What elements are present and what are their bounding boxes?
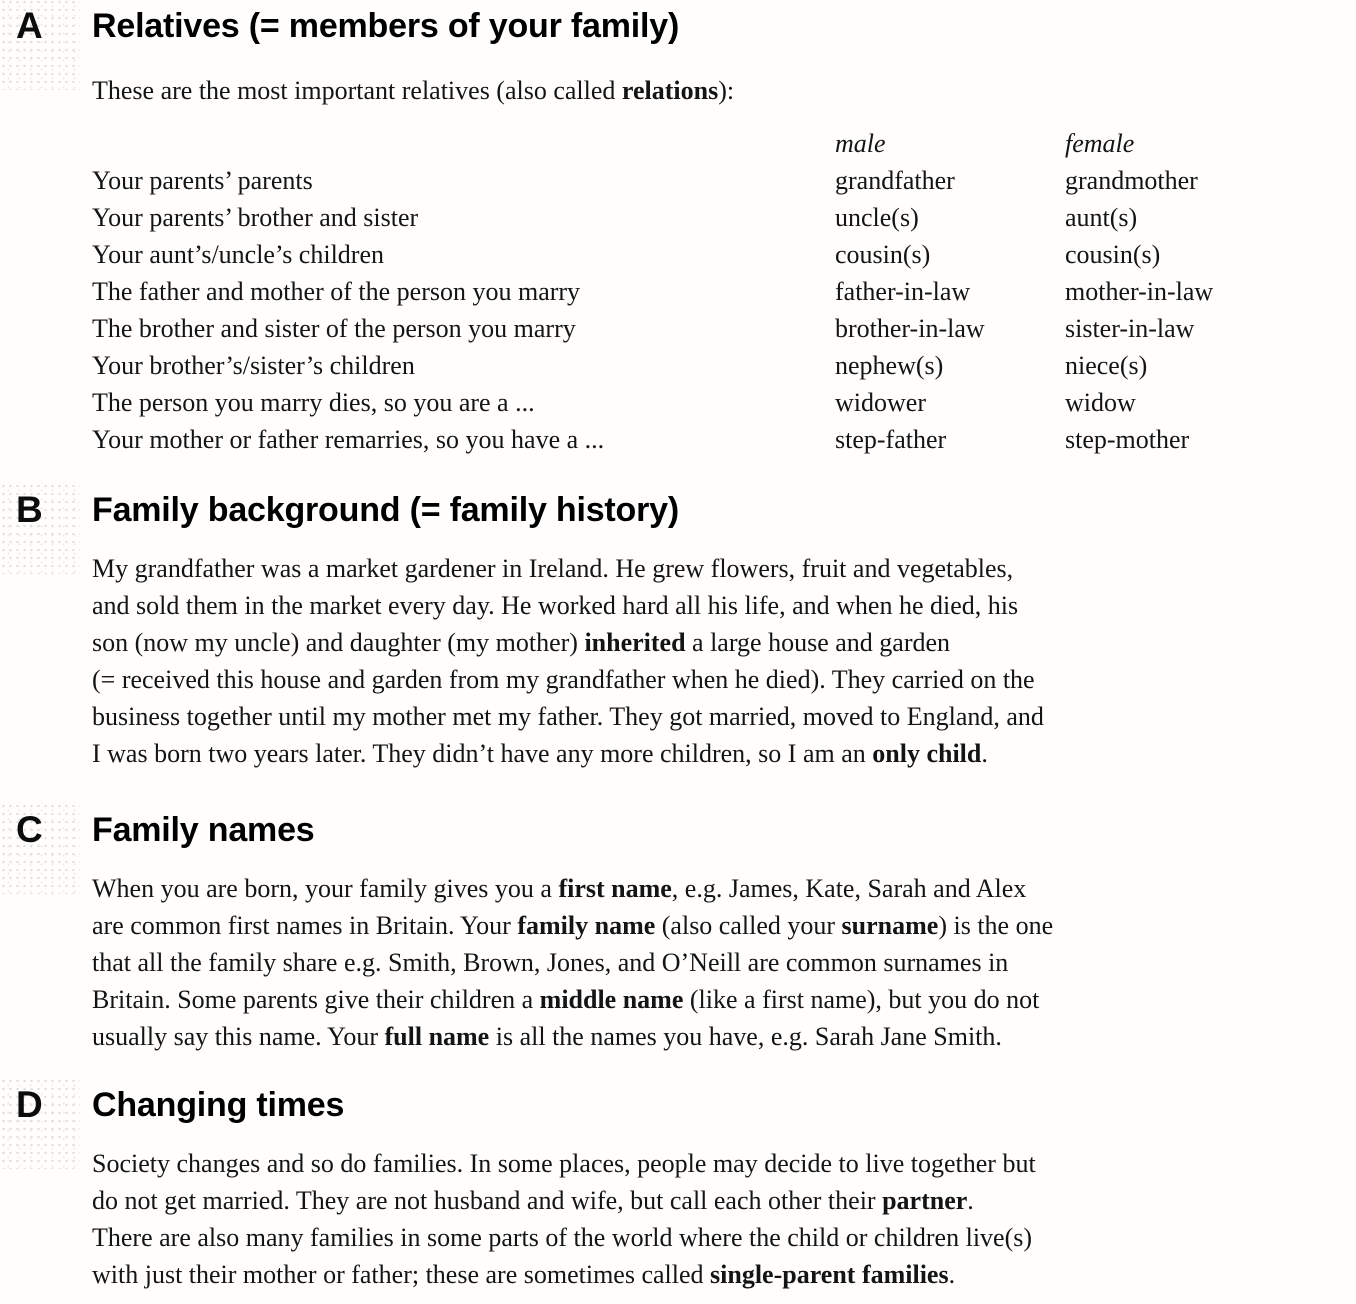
relative-female-term: mother-in-law (1065, 277, 1214, 306)
section-b-letter: B (16, 489, 43, 530)
table-row (92, 236, 1356, 273)
table-row (92, 347, 1356, 384)
relative-description: Your parents’ parents (92, 166, 313, 195)
emphasized-term: partner (882, 1186, 968, 1215)
relative-male-term: uncle(s) (835, 203, 919, 232)
table-row (92, 273, 1356, 310)
section-family-names (0, 810, 1356, 1055)
relative-female-term: step-mother (1065, 425, 1190, 454)
relative-male-term: brother-in-law (835, 314, 985, 343)
section-changing-times (0, 1085, 1356, 1293)
relative-description: Your mother or father remarries, so you have a ... (92, 425, 605, 454)
section-relatives (0, 6, 1356, 458)
relative-female-term: aunt(s) (1065, 203, 1138, 232)
paragraph-line: My grandfather was a market gardener in Ireland. He grew flowers, fruit and vegetables, (92, 554, 1014, 583)
relative-female-term: cousin(s) (1065, 240, 1161, 269)
section-a-title: Relatives (= members of your family) (92, 7, 680, 45)
section-c-paragraph (92, 870, 1356, 1055)
section-label-column (0, 810, 92, 850)
column-header-male: male (835, 129, 886, 158)
paragraph-line: usually say this name. Your full name is all the names you have, e.g. Sarah Jane Smith. (92, 1022, 1002, 1051)
section-a-letter: A (16, 5, 43, 46)
paragraph-line: (= received this house and garden from my grandfather when he died). They carried on the (92, 665, 1035, 694)
table-row (92, 199, 1356, 236)
relative-male-term: grandfather (835, 166, 955, 195)
emphasized-term: full name (384, 1022, 490, 1051)
relative-male-term: cousin(s) (835, 240, 931, 269)
relative-male-term: father-in-law (835, 277, 971, 306)
header-spacer (92, 125, 835, 162)
relative-male-term: step-father (835, 425, 947, 454)
section-c-letter: C (16, 809, 43, 850)
relative-female-term: niece(s) (1065, 351, 1148, 380)
section-a-intro: These are the most important relatives (also called relations): (92, 76, 735, 105)
section-d-content (92, 1085, 1356, 1293)
section-label-column (0, 6, 92, 46)
paragraph-line: Society changes and so do families. In some places, people may decide to live together but (92, 1149, 1036, 1178)
paragraph-line: Britain. Some parents give their children a middle name (like a first name), but you do not (92, 985, 1040, 1014)
section-b-content (92, 490, 1356, 772)
table-row (92, 384, 1356, 421)
emphasized-term: surname (841, 911, 939, 940)
emphasized-term: only child (872, 739, 982, 768)
relative-description: Your brother’s/sister’s children (92, 351, 415, 380)
relative-female-term: grandmother (1065, 166, 1198, 195)
paragraph-line: When you are born, your family gives you a first name, e.g. James, Kate, Sarah and Alex (92, 874, 1027, 903)
table-row (92, 162, 1356, 199)
section-label-column (0, 490, 92, 530)
section-c-content (92, 810, 1356, 1055)
emphasized-term: family name (517, 911, 656, 940)
emphasized-term: relations (621, 76, 719, 105)
relative-female-term: sister-in-law (1065, 314, 1195, 343)
table-row (92, 421, 1356, 458)
section-d-letter: D (16, 1084, 43, 1125)
paragraph-line: and sold them in the market every day. He worked hard all his life, and when he died, his (92, 591, 1019, 620)
paragraph-line: that all the family share e.g. Smith, Brown, Jones, and O’Neill are common surnames in (92, 948, 1009, 977)
section-a-content (92, 6, 1356, 458)
relatives-table (92, 125, 1356, 458)
column-header-female: female (1065, 129, 1135, 158)
table-header-row (92, 125, 1356, 162)
section-b-paragraph (92, 550, 1356, 772)
emphasized-term: single-parent families (710, 1260, 949, 1289)
paragraph-line: do not get married. They are not husband and wife, but call each other their partner. (92, 1186, 974, 1215)
relative-female-term: widow (1065, 388, 1136, 417)
emphasized-term: middle name (539, 985, 684, 1014)
relative-description: The brother and sister of the person you marry (92, 314, 576, 343)
paragraph-line: with just their mother or father; these are sometimes called single-parent families. (92, 1260, 956, 1289)
relative-description: The father and mother of the person you marry (92, 277, 581, 306)
emphasized-term: inherited (584, 628, 686, 657)
section-c-title: Family names (92, 811, 315, 849)
table-row (92, 310, 1356, 347)
section-d-title: Changing times (92, 1086, 345, 1124)
paragraph-line: are common first names in Britain. Your family name (also called your surname) is the one (92, 911, 1054, 940)
paragraph-line: I was born two years later. They didn’t have any more children, so I am an only child. (92, 739, 988, 768)
section-family-background (0, 490, 1356, 772)
paragraph-line: business together until my mother met my father. They got married, moved to England, and (92, 702, 1044, 731)
paragraph-line: son (now my uncle) and daughter (my mother) inherited a large house and garden (92, 628, 951, 657)
emphasized-term: first name (558, 874, 672, 903)
relative-male-term: nephew(s) (835, 351, 944, 380)
relative-description: Your aunt’s/uncle’s children (92, 240, 384, 269)
relative-description: The person you marry dies, so you are a ... (92, 388, 535, 417)
relative-male-term: widower (835, 388, 926, 417)
paragraph-line: There are also many families in some parts of the world where the child or children live(s) (92, 1223, 1033, 1252)
relative-description: Your parents’ brother and sister (92, 203, 419, 232)
section-label-column (0, 1085, 92, 1125)
section-b-title: Family background (= family history) (92, 491, 679, 529)
section-d-paragraph (92, 1145, 1356, 1293)
